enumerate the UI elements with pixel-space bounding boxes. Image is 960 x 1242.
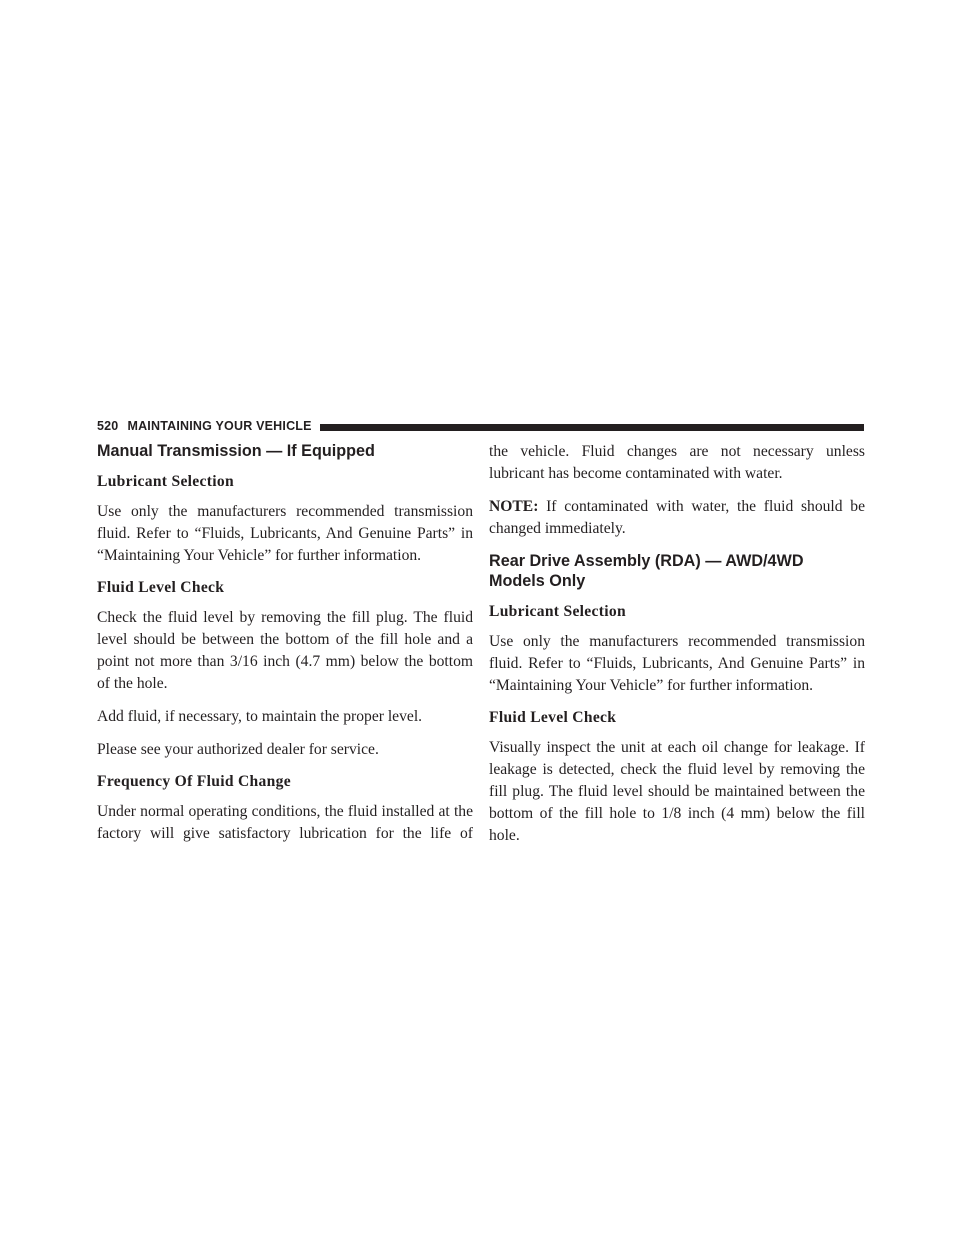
rda-fluid-level-check-text: Visually inspect the unit at each oil change for leakage. If leakage is detected, check the fluid level by removing the fill plug. The fluid level should be maintained between the bottom of the fill hole to 1/8 inch (4 mm) below the fill hole. xyxy=(489,739,865,844)
dealer-service-text: Please see your authorized dealer for service. xyxy=(97,741,379,758)
note-paragraph xyxy=(489,496,865,540)
rda-lubricant-selection-text: Use only the manufacturers recommended transmission fluid. Refer to “Fluids, Lubricants, And Genuine Parts” in “Maintaining Your Vehicle” for further information. xyxy=(489,633,865,694)
page-number: 520 xyxy=(97,419,119,433)
left-column xyxy=(97,441,473,845)
rear-drive-assembly-heading: Rear Drive Assembly (RDA) — AWD/4WD Models Only xyxy=(489,552,804,590)
add-fluid-text: Add fluid, if necessary, to maintain the proper level. xyxy=(97,708,423,725)
lubricant-selection-text: Use only the manufacturers recommended transmission fluid. Refer to “Fluids, Lubricants, And Genuine Parts” in “Maintaining Your Vehicle” for further information. xyxy=(97,503,473,564)
lubricant-selection-heading: Lubricant Selection xyxy=(97,473,234,490)
rda-lubricant-selection-heading: Lubricant Selection xyxy=(489,603,626,620)
frequency-text: Under normal operating conditions, the fluid installed at the factory will give satisfactory lubrication for the life of xyxy=(97,803,473,842)
continued-text: the vehicle. Fluid changes are not necessary unless lubricant has become contaminated with water. xyxy=(489,443,865,482)
fluid-level-check-text: Check the fluid level by removing the fill plug. The fluid level should be between the bottom of the fill hole and a point not more than 3/16 inch (4.7 mm) below the bottom of the hole. xyxy=(97,609,473,692)
note-label: NOTE: xyxy=(489,498,539,515)
section-title: MAINTAINING YOUR VEHICLE xyxy=(127,419,312,433)
page-header xyxy=(97,418,864,434)
manual-transmission-heading: Manual Transmission — If Equipped xyxy=(97,442,375,460)
note-text: If contaminated with water, the fluid should be changed immediately. xyxy=(489,498,865,537)
fluid-level-check-heading: Fluid Level Check xyxy=(97,579,225,596)
header-rule xyxy=(320,424,864,431)
rda-fluid-level-check-heading: Fluid Level Check xyxy=(489,709,617,726)
right-column xyxy=(489,441,865,847)
frequency-heading: Frequency Of Fluid Change xyxy=(97,773,291,790)
